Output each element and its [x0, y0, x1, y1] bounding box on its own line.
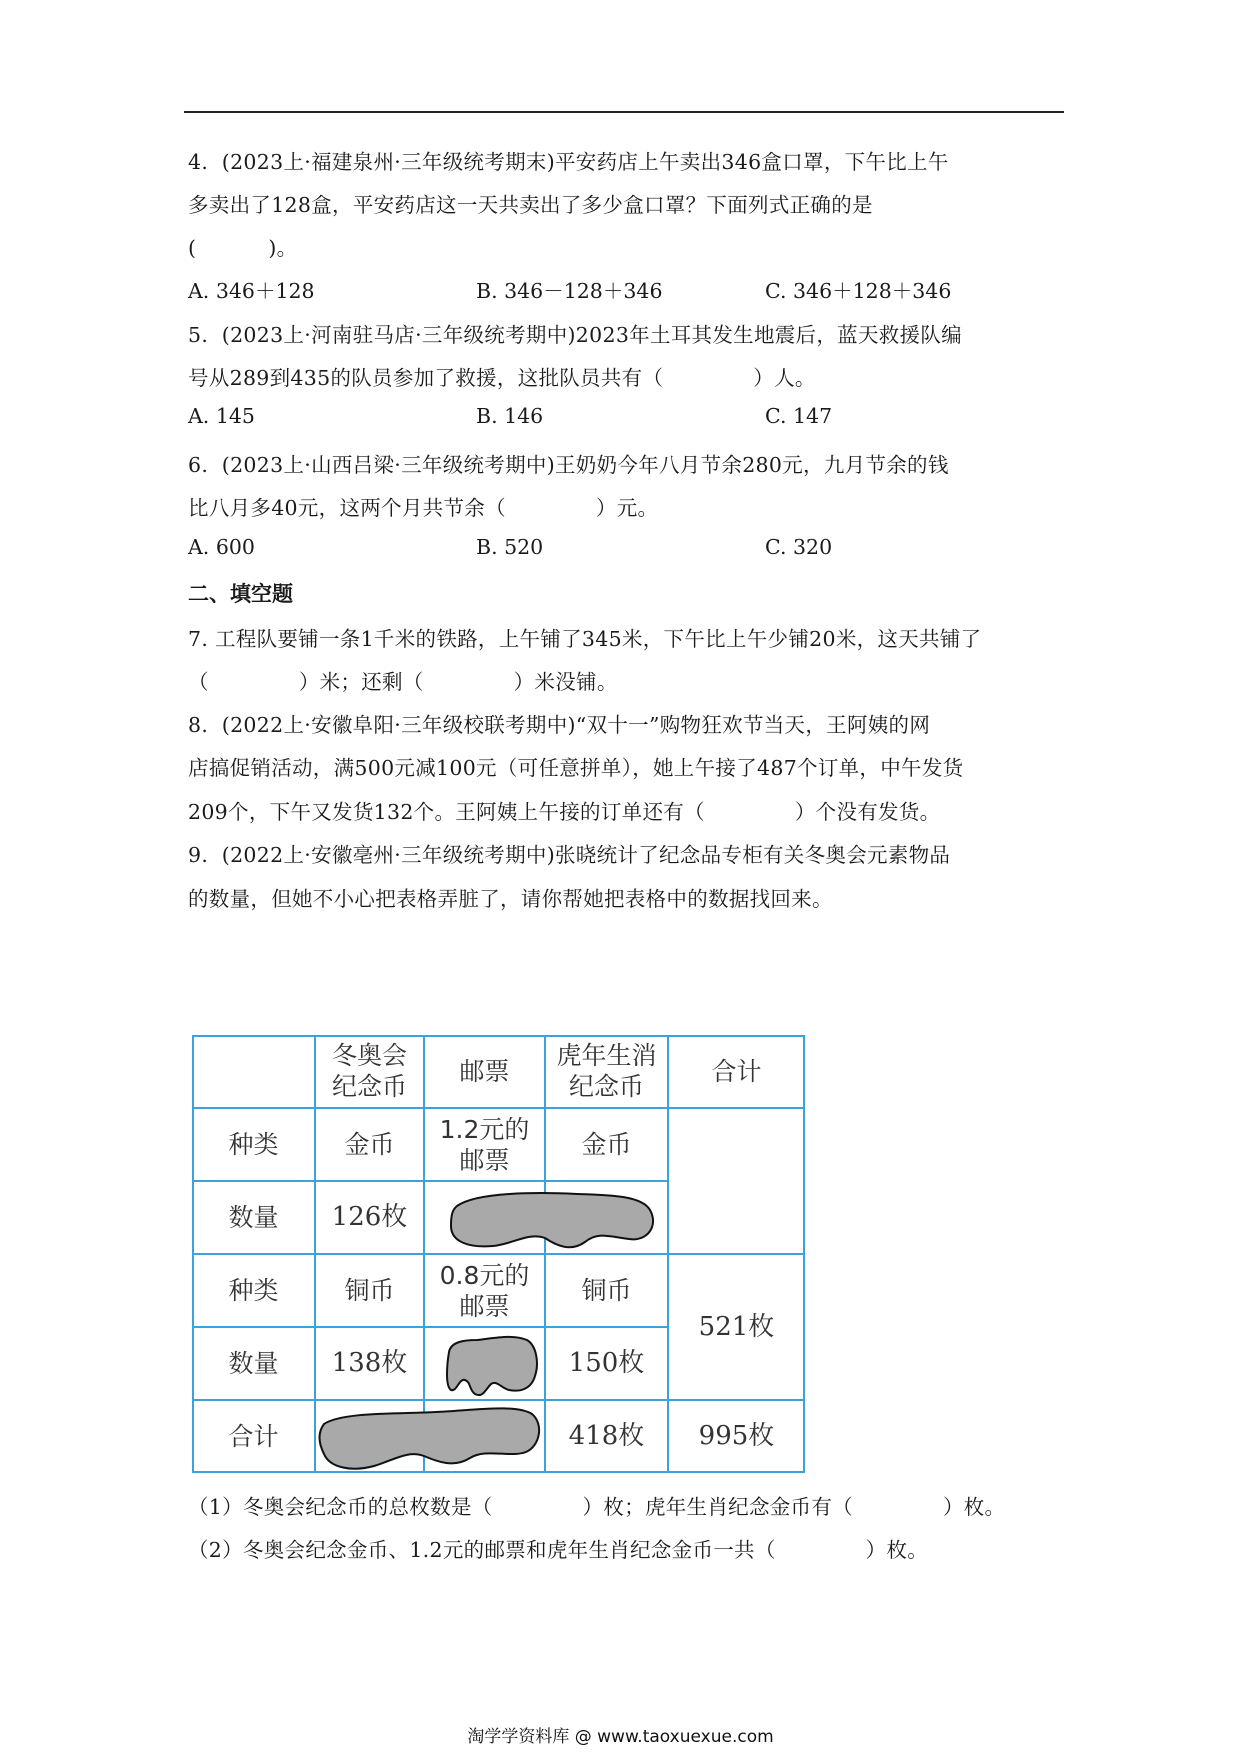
q4-line3: ( )。 — [188, 236, 298, 260]
row5-total: 995枚 — [698, 1421, 775, 1451]
smudge-row2 — [447, 1184, 657, 1252]
row3-label: 种类 — [228, 1276, 279, 1305]
row3-tiger: 铜币 — [581, 1276, 632, 1305]
souvenir-table — [192, 1035, 805, 1473]
q5-option-b: B. 146 — [476, 404, 544, 428]
grid-line — [544, 1035, 546, 1473]
grid-line — [192, 1399, 805, 1401]
row4-label: 数量 — [228, 1349, 279, 1378]
row3-olympic: 铜币 — [344, 1276, 395, 1305]
q5-line1: 5. (2023上·河南驻马店·三年级统考期中)2023年土耳其发生地震后，蓝天救援队编 — [188, 323, 962, 347]
header-total: 合计 — [711, 1056, 762, 1086]
q4-line1: 4. (2023上·福建泉州·三年级统考期末)平安药店上午卖出346盒口罩，下午比上午 — [188, 150, 949, 174]
smudge-shape — [320, 1408, 540, 1468]
grid-line — [192, 1180, 668, 1182]
q9-sub2: （2）冬奥会纪念金币、1.2元的邮票和虎年生肖纪念金币一共（ ）枚。 — [188, 1538, 929, 1562]
smudge-shape — [451, 1193, 653, 1247]
grid-line — [192, 1035, 805, 1037]
grid-line — [192, 1253, 805, 1255]
header-stamp: 邮票 — [459, 1056, 510, 1086]
q4-line2: 多卖出了128盒，平安药店这一天共卖出了多少盒口罩？下面列式正确的是 — [188, 193, 873, 217]
grid-line — [667, 1035, 669, 1473]
smudge-row4 — [443, 1330, 541, 1398]
row1-stamp: 1.2元的 邮票 — [439, 1114, 530, 1175]
row2-olympic: 126枚 — [331, 1202, 408, 1232]
row5-label: 合计 — [228, 1422, 279, 1451]
q5-option-c: C. 147 — [765, 404, 833, 428]
grid-line — [192, 1035, 194, 1473]
grid-line — [192, 1326, 668, 1328]
q5-line2: 号从289到435的队员参加了救援，这批队员共有（ ）人。 — [188, 366, 816, 390]
q8-line1: 8. (2022上·安徽阜阳·三年级校联考期中)“双十一”购物狂欢节当天，王阿姨的网 — [188, 713, 931, 737]
row1-label: 种类 — [228, 1130, 279, 1159]
smudge-shape — [447, 1337, 537, 1395]
q6-option-c: C. 320 — [765, 535, 833, 559]
q7-line1: 7. 工程队要铺一条1千米的铁路，上午铺了345米，下午比上午少铺20米，这天共铺了 — [188, 627, 982, 651]
q5-option-a: A. 145 — [188, 404, 255, 428]
row3-4-total: 521枚 — [698, 1311, 775, 1342]
grid-line — [803, 1035, 805, 1473]
q6-option-b: B. 520 — [476, 535, 544, 559]
row5-tiger: 418枚 — [568, 1421, 645, 1451]
q9-sub1: （1）冬奥会纪念币的总枚数是（ ）枚；虎年生肖纪念金币有（ ）枚。 — [188, 1495, 1006, 1519]
top-rule — [184, 111, 1064, 113]
row4-olympic: 138枚 — [331, 1348, 408, 1378]
q4-option-a: A. 346＋128 — [188, 279, 315, 303]
header-tiger-coin: 虎年生消 纪念币 — [556, 1041, 657, 1101]
q6-option-a: A. 600 — [188, 535, 255, 559]
q8-line3: 209个，下午又发货132个。王阿姨上午接的订单还有（ ）个没有发货。 — [188, 800, 941, 824]
section-heading: 二、填空题 — [188, 582, 293, 606]
row3-stamp: 0.8元的 邮票 — [439, 1260, 530, 1321]
q9-line2: 的数量，但她不小心把表格弄脏了，请你帮她把表格中的数据找回来。 — [188, 887, 833, 911]
q4-option-b: B. 346－128＋346 — [476, 279, 663, 303]
smudge-row5 — [316, 1402, 544, 1472]
q8-line2: 店搞促销活动，满500元减100元（可任意拼单），她上午接了487个订单，中午发货 — [188, 756, 964, 780]
row1-tiger: 金币 — [581, 1130, 632, 1159]
q4-option-c: C. 346＋128＋346 — [765, 279, 952, 303]
q6-line1: 6. (2023上·山西吕梁·三年级统考期中)王奶奶今年八月节余280元，九月节余的钱 — [188, 453, 949, 477]
footer-watermark: 淘学学资料库 @ www.taoxuexue.com — [467, 1727, 774, 1747]
q9-line1: 9. (2022上·安徽亳州·三年级统考期中)张晓统计了纪念品专柜有关冬奥会元素物品 — [188, 843, 951, 867]
row1-olympic: 金币 — [344, 1130, 395, 1159]
q7-line2: （ ）米；还剩（ ）米没铺。 — [188, 670, 618, 694]
q6-line2: 比八月多40元，这两个月共节余（ ）元。 — [188, 496, 659, 520]
row4-tiger: 150枚 — [568, 1348, 645, 1378]
header-olympic-coin: 冬奥会 纪念币 — [331, 1041, 407, 1101]
row2-label: 数量 — [228, 1203, 279, 1232]
grid-line — [192, 1107, 805, 1109]
